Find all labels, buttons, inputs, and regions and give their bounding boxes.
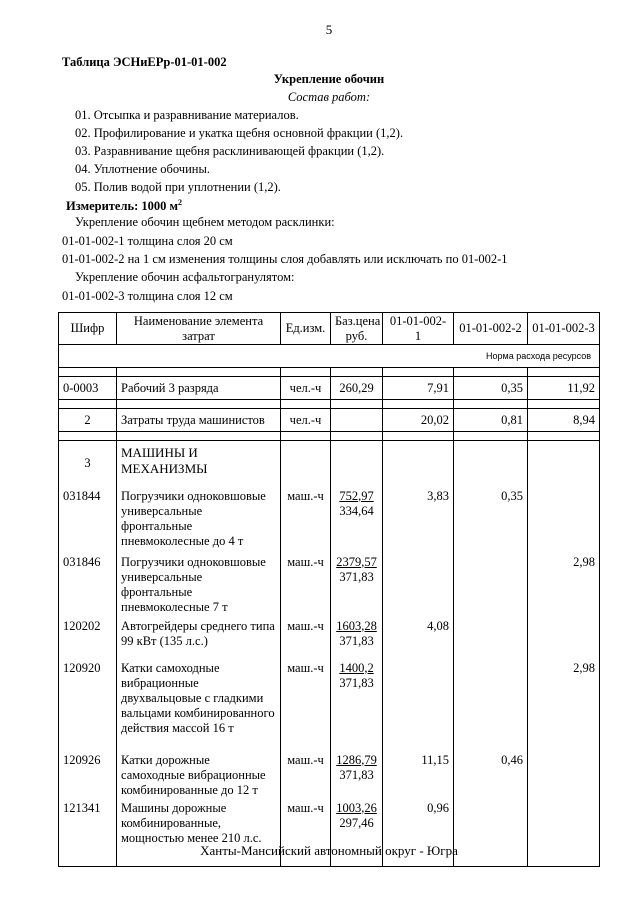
- row-value-2: 0,81: [454, 409, 528, 432]
- table-row: [59, 409, 600, 432]
- row-code: 0-0003: [59, 377, 117, 400]
- table-row: [59, 553, 600, 617]
- norm-label: Норма расхода ресурсов: [59, 345, 600, 368]
- resource-table: [58, 312, 600, 867]
- section-title: Укрепление обочин: [273, 72, 385, 86]
- row-value-3: [528, 617, 600, 659]
- header-col3: 01-01-002-3: [528, 313, 600, 345]
- table-header-row: [59, 313, 600, 345]
- row-code: 2: [59, 409, 117, 432]
- row-value-3: 8,94: [528, 409, 600, 432]
- header-price: Баз.цена руб.: [331, 313, 383, 345]
- work-item: 05. Полив водой при уплотнении (1,2).: [75, 180, 281, 194]
- table-row: [59, 377, 600, 400]
- row-value-1: 0,96: [383, 799, 454, 867]
- row-value-3: 11,92: [528, 377, 600, 400]
- row-unit: маш.-ч: [281, 553, 331, 617]
- machines-section-row: [59, 441, 600, 487]
- row-value-1: 3,83: [383, 487, 454, 553]
- row-name: Катки самоходные вибрационные двухвальцовые с гладкими вальцами комбинированного действия массой 16 т: [117, 659, 281, 751]
- measure-unit: Измеритель: 1000 $м^2$: [66, 198, 183, 214]
- row-value-2: [454, 659, 528, 751]
- header-unit: Ед.изм.: [281, 313, 331, 345]
- row-unit: маш.-ч: [281, 617, 331, 659]
- work-item: 04. Уплотнение обочины.: [75, 162, 210, 176]
- code-description: 01-01-002-1 толщина слоя 20 см: [62, 234, 233, 248]
- row-name: Погрузчики одноковшовые универсальные фронтальные пневмоколесные 7 т: [117, 553, 281, 617]
- row-unit: чел.-ч: [281, 409, 331, 432]
- table-row: [59, 751, 600, 799]
- group-heading: Укрепление обочин щебнем методом расклинки:: [75, 215, 335, 229]
- row-unit: маш.-ч: [281, 799, 331, 867]
- row-value-3: 2,98: [528, 659, 600, 751]
- code-description: 01-01-002-2 на 1 см изменения толщины слоя добавлять или исключать по 01-002-1: [62, 252, 508, 266]
- row-code: 121341: [59, 799, 117, 867]
- row-price: 1603,28 371,83: [331, 617, 383, 659]
- table-row: [59, 487, 600, 553]
- row-price: 1286,79 371,83: [331, 751, 383, 799]
- footer-region: Ханты-Мансийский автономный округ - Югра: [200, 843, 458, 858]
- row-price: 1400,2 371,83: [331, 659, 383, 751]
- norm-row: [59, 345, 600, 368]
- header-col2: 01-01-002-2: [454, 313, 528, 345]
- row-price: 260,29: [331, 377, 383, 400]
- header-col1: 01-01-002-1: [383, 313, 454, 345]
- header-name: Наименование элемента затрат: [117, 313, 281, 345]
- row-value-2: [454, 553, 528, 617]
- group-heading: Укрепление обочин асфальтогранулятом:: [75, 270, 295, 284]
- row-value-1: 7,91: [383, 377, 454, 400]
- section-code: 3: [59, 441, 117, 487]
- row-price: 752,97 334,64: [331, 487, 383, 553]
- row-value-3: 2,98: [528, 553, 600, 617]
- row-code: 120920: [59, 659, 117, 751]
- table-row: [59, 617, 600, 659]
- row-unit: маш.-ч: [281, 487, 331, 553]
- row-price: 2379,57 371,83: [331, 553, 383, 617]
- row-value-3: [528, 487, 600, 553]
- work-item: 03. Разравнивание щебня расклинивающей фракции (1,2).: [75, 144, 385, 158]
- work-item: 01. Отсыпка и разравнивание материалов.: [75, 108, 299, 122]
- row-value-1: [383, 659, 454, 751]
- row-value-2: 0,35: [454, 377, 528, 400]
- row-code: 120926: [59, 751, 117, 799]
- header-code: Шифр: [59, 313, 117, 345]
- row-unit: маш.-ч: [281, 751, 331, 799]
- row-unit: маш.-ч: [281, 659, 331, 751]
- row-value-1: 11,15: [383, 751, 454, 799]
- table-code: Таблица ЭСНиЕРр-01-01-002: [62, 55, 227, 69]
- page-number: 5: [325, 22, 333, 37]
- row-code: 031846: [59, 553, 117, 617]
- row-code: 031844: [59, 487, 117, 553]
- row-value-1: [383, 553, 454, 617]
- row-value-1: 20,02: [383, 409, 454, 432]
- row-value-3: [528, 751, 600, 799]
- row-value-1: 4,08: [383, 617, 454, 659]
- row-unit: чел.-ч: [281, 377, 331, 400]
- row-name: Автогрейдеры среднего типа 99 кВт (135 л.с.): [117, 617, 281, 659]
- row-name: Катки дорожные самоходные вибрационные комбинированные до 12 т: [117, 751, 281, 799]
- row-name: Погрузчики одноковшовые универсальные фронтальные пневмоколесные до 4 т: [117, 487, 281, 553]
- section-title-cell: МАШИНЫ И МЕХАНИЗМЫ: [117, 441, 281, 487]
- row-price: [331, 409, 383, 432]
- row-price: 1003,26 297,46: [331, 799, 383, 867]
- table-row: [59, 659, 600, 751]
- row-value-2: [454, 617, 528, 659]
- row-name: Рабочий 3 разряда: [117, 377, 281, 400]
- row-name: Машины дорожные комбинированные, мощностью менее 210 л.с.: [117, 799, 281, 867]
- row-name: Затраты труда машинистов: [117, 409, 281, 432]
- work-item: 02. Профилирование и укатка щебня основной фракции (1,2).: [75, 126, 404, 140]
- row-value-2: 0,46: [454, 751, 528, 799]
- row-code: 120202: [59, 617, 117, 659]
- row-value-2: 0,35: [454, 487, 528, 553]
- work-composition-title: Состав работ:: [287, 90, 371, 104]
- code-description: 01-01-002-3 толщина слоя 12 см: [62, 289, 233, 303]
